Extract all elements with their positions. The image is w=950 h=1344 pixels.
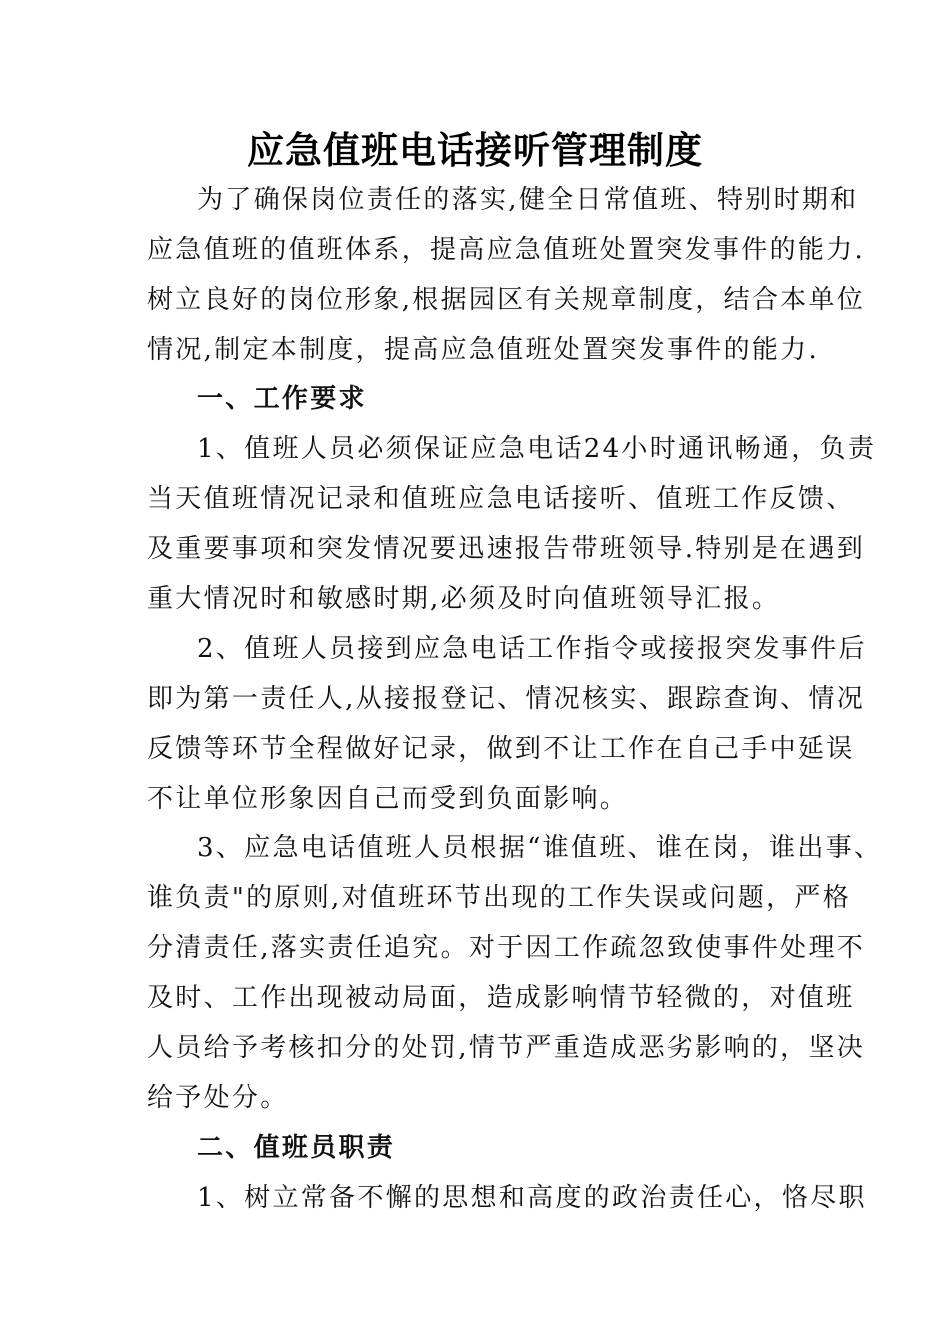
body-line-12: 反馈等环节全程做好记录，做到不让工作在自己手中延误 xyxy=(147,734,855,764)
body-line-2: 应急值班的值班体系，提高应急值班处置突发事件的能力. xyxy=(147,235,866,265)
body-line-7: 当天值班情况记录和值班应急电话接听、值班工作反馈、 xyxy=(147,484,855,514)
body-line-16: 分清责任,落实责任追究。对于因工作疏忽致使事件处理不 xyxy=(147,933,866,963)
body-line-17: 及时、工作出现被动局面，造成影响情节轻微的，对值班 xyxy=(147,983,855,1013)
body-line-13: 不让单位形象因自己而受到负面影响。 xyxy=(147,784,629,814)
body-line-8: 及重要事项和突发情况要迅速报告带班领导.特别是在遇到 xyxy=(147,534,866,564)
body-line-3: 树立良好的岗位形象,根据园区有关规章制度，结合本单位 xyxy=(147,285,866,315)
document-title: 应急值班电话接听管理制度 xyxy=(247,128,703,172)
body-line-9: 重大情况时和敏感时期,必须及时向值班领导汇报。 xyxy=(147,584,781,614)
body-line-10: 2、值班人员接到应急电话工作指令或接报突发事件后 xyxy=(197,634,867,664)
body-line-1: 为了确保岗位责任的落实,健全日常值班、特别时期和 xyxy=(197,185,859,215)
section-heading-duty-officer-responsibilities: 二、值班员职责 xyxy=(197,1133,396,1163)
body-line-18: 人员给予考核扣分的处罚,情节严重造成恶劣影响的，坚决 xyxy=(147,1033,866,1063)
body-line-15: 谁负责"的原则,对值班环节出现的工作失误或问题，严格 xyxy=(147,883,852,913)
body-line-14: 3、应急电话值班人员根据“谁值班、谁在岗，谁出事、 xyxy=(197,833,883,863)
body-line-4: 情况,制定本制度，提高应急值班处置突发事件的能力. xyxy=(147,335,820,365)
body-line-21: 1、树立常备不懈的思想和高度的政治责任心，恪尽职 xyxy=(197,1183,867,1213)
body-line-19: 给予处分。 xyxy=(147,1083,289,1113)
section-heading-work-requirements: 一、工作要求 xyxy=(197,384,367,414)
body-line-11: 即为第一责任人,从接报登记、情况核实、跟踪查询、情况 xyxy=(147,684,866,714)
body-line-6: 1、值班人员必须保证应急电话24小时通讯畅通，负责 xyxy=(197,434,877,464)
